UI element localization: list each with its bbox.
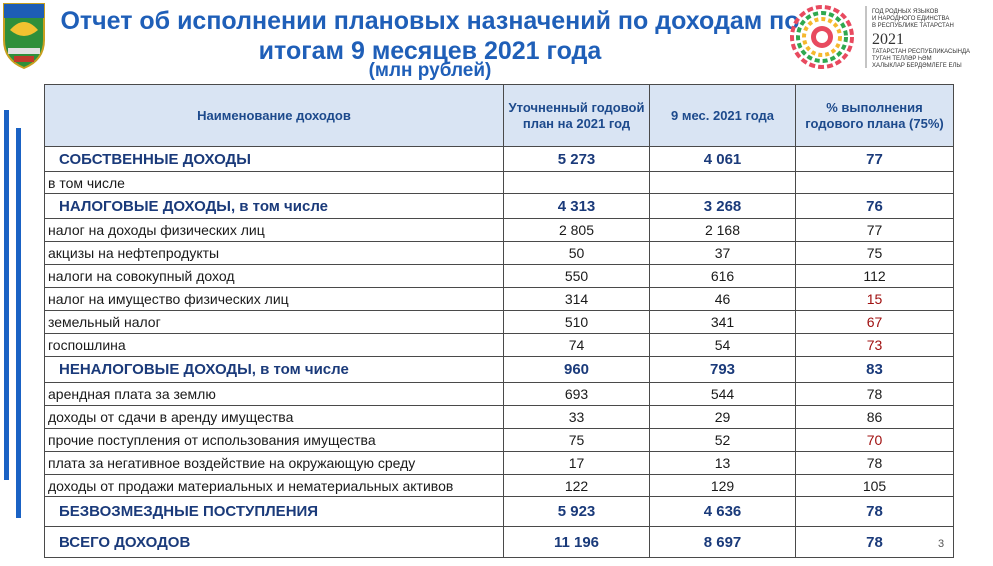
row-name-cell: налог на имущество физических лиц — [45, 288, 504, 311]
row-name-cell: БЕЗВОЗМЕЗДНЫЕ ПОСТУПЛЕНИЯ — [45, 497, 504, 527]
logo-text-line-4: ТАТАРСТАН РЕСПУБЛИКАСЫНДА — [872, 49, 971, 55]
row-name-cell: госпошлина — [45, 334, 504, 357]
row-plan-cell: 11 196 — [504, 527, 650, 558]
row-fact-cell: 13 — [650, 452, 796, 475]
table-row — [45, 357, 954, 383]
row-percent-cell: 75 — [796, 242, 954, 265]
row-name-cell: доходы от продажи материальных и нематериальных активов — [45, 475, 504, 497]
table-header-row — [45, 85, 954, 147]
page-number: 3 — [938, 538, 945, 550]
row-plan-cell: 17 — [504, 452, 650, 475]
table-row — [45, 497, 954, 527]
row-fact-cell: 52 — [650, 429, 796, 452]
row-percent-cell: 77 — [796, 147, 954, 172]
table-row — [45, 383, 954, 406]
row-percent-cell: 67 — [796, 311, 954, 334]
row-fact-cell: 54 — [650, 334, 796, 357]
row-percent-cell: 112 — [796, 265, 954, 288]
table-row — [45, 406, 954, 429]
row-percent-cell: 78 — [796, 452, 954, 475]
column-header-fact: 9 мес. 2021 года — [650, 85, 796, 147]
logo-text-line-6: ХАЛЫКЛАР БЕРДӘМЛЕГЕ ЕЛЫ — [872, 63, 962, 69]
row-percent-cell: 86 — [796, 406, 954, 429]
row-plan-cell: 960 — [504, 357, 650, 383]
row-name-cell: НЕНАЛОГОВЫЕ ДОХОДЫ, в том числе — [45, 357, 504, 383]
decorative-bar — [4, 110, 9, 480]
row-percent-cell: 15 — [796, 288, 954, 311]
table-row — [45, 452, 954, 475]
row-name-cell: СОБСТВЕННЫЕ ДОХОДЫ — [45, 147, 504, 172]
row-plan-cell: 5 923 — [504, 497, 650, 527]
row-fact-cell: 544 — [650, 383, 796, 406]
row-percent-cell: 73 — [796, 334, 954, 357]
row-name-cell: акцизы на нефтепродукты — [45, 242, 504, 265]
table-row — [45, 311, 954, 334]
row-percent-cell: 78 — [796, 497, 954, 527]
row-fact-cell: 8 697 — [650, 527, 796, 558]
row-name-cell: ВСЕГО ДОХОДОВ — [45, 527, 504, 558]
logo-text-line-1: ГОД РОДНЫХ ЯЗЫКОВ — [872, 9, 939, 15]
row-fact-cell: 46 — [650, 288, 796, 311]
table-row — [45, 527, 954, 558]
table-row — [45, 265, 954, 288]
decorative-bar — [16, 128, 21, 518]
row-plan-cell: 5 273 — [504, 147, 650, 172]
row-plan-cell — [504, 172, 650, 194]
row-plan-cell: 314 — [504, 288, 650, 311]
row-percent-cell — [796, 172, 954, 194]
column-header-name: Наименование доходов — [45, 85, 504, 147]
row-plan-cell: 693 — [504, 383, 650, 406]
row-name-cell: НАЛОГОВЫЕ ДОХОДЫ, в том числе — [45, 194, 504, 219]
row-fact-cell: 341 — [650, 311, 796, 334]
row-plan-cell: 2 805 — [504, 219, 650, 242]
page-title: Отчет об исполнении плановых назначений по доходам по итогам 9 месяцев 2021 года — [60, 7, 800, 65]
table-row — [45, 219, 954, 242]
row-plan-cell: 4 313 — [504, 194, 650, 219]
row-name-cell: прочие поступления от использования имущества — [45, 429, 504, 452]
column-header-percent: % выполнения годового плана (75%) — [796, 85, 954, 147]
row-fact-cell: 4 636 — [650, 497, 796, 527]
table-row — [45, 194, 954, 219]
row-percent-cell: 78 — [796, 383, 954, 406]
row-percent-cell: 76 — [796, 194, 954, 219]
row-percent-cell: 105 — [796, 475, 954, 497]
revenue-table — [44, 84, 954, 558]
logo-year: 2021 — [872, 31, 904, 48]
row-fact-cell: 29 — [650, 406, 796, 429]
logo-text-line-3: В РЕСПУБЛИКЕ ТАТАРСТАН — [872, 23, 954, 29]
table-row — [45, 475, 954, 497]
row-fact-cell — [650, 172, 796, 194]
row-percent-cell: 83 — [796, 357, 954, 383]
row-name-cell: земельный налог — [45, 311, 504, 334]
table-row — [45, 288, 954, 311]
row-plan-cell: 122 — [504, 475, 650, 497]
row-fact-cell: 793 — [650, 357, 796, 383]
year-of-native-languages-logo — [786, 2, 976, 72]
row-fact-cell: 616 — [650, 265, 796, 288]
city-coat-of-arms-icon — [0, 0, 48, 70]
row-plan-cell: 33 — [504, 406, 650, 429]
row-plan-cell: 50 — [504, 242, 650, 265]
row-name-cell: доходы от сдачи в аренду имущества — [45, 406, 504, 429]
table-row — [45, 147, 954, 172]
row-name-cell: налог на доходы физических лиц — [45, 219, 504, 242]
row-name-cell: налоги на совокупный доход — [45, 265, 504, 288]
row-percent-cell: 77 — [796, 219, 954, 242]
units-subtitle: (млн рублей) — [368, 60, 492, 81]
row-percent-cell: 70 — [796, 429, 954, 452]
logo-text-line-5: ТУГАН ТЕЛЛӘР ҺӘМ — [872, 56, 932, 62]
table-row — [45, 334, 954, 357]
row-name-cell: в том числе — [45, 172, 504, 194]
row-fact-cell: 37 — [650, 242, 796, 265]
row-plan-cell: 510 — [504, 311, 650, 334]
row-fact-cell: 2 168 — [650, 219, 796, 242]
column-header-plan: Уточненный годовой план на 2021 год — [504, 85, 650, 147]
row-name-cell: плата за негативное воздействие на окружающую среду — [45, 452, 504, 475]
row-percent-cell: 78 — [796, 527, 954, 558]
row-plan-cell: 550 — [504, 265, 650, 288]
row-plan-cell: 74 — [504, 334, 650, 357]
logo-text-line-2: И НАРОДНОГО ЕДИНСТВА — [872, 16, 950, 22]
row-fact-cell: 4 061 — [650, 147, 796, 172]
table-row — [45, 172, 954, 194]
table-row — [45, 429, 954, 452]
row-plan-cell: 75 — [504, 429, 650, 452]
table-row — [45, 242, 954, 265]
row-fact-cell: 129 — [650, 475, 796, 497]
row-name-cell: арендная плата за землю — [45, 383, 504, 406]
row-fact-cell: 3 268 — [650, 194, 796, 219]
